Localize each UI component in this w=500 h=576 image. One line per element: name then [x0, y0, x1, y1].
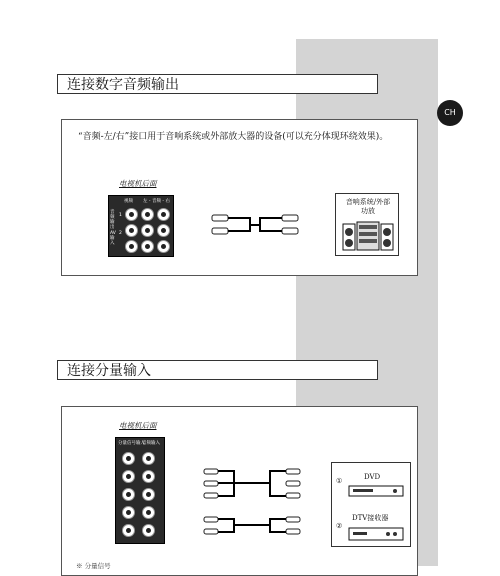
device-label-dvd: DVD: [364, 473, 381, 481]
tv-panel-header-audio: 左 - 音频 - 右: [143, 199, 170, 204]
rca-jack: [122, 506, 135, 519]
tv-panel-row-1: 1: [119, 213, 122, 218]
tv-rear-label: 电视机后面: [119, 179, 157, 188]
rca-jack: [142, 488, 155, 501]
dvd-player-icon: [348, 485, 404, 497]
tv-panel-header-video: 视频: [124, 199, 133, 204]
rca-jack: [142, 506, 155, 519]
rca-jack: [141, 240, 154, 253]
rca-jack: [122, 488, 135, 501]
tv-panel-side-av-in: AV输入: [110, 231, 116, 246]
audio-cable-icon: [202, 515, 302, 537]
rca-jack: [141, 224, 154, 237]
source-devices-box: [331, 462, 411, 547]
dtv-receiver-icon: [348, 527, 404, 541]
component-cable-icon: [202, 467, 302, 507]
device-label-dtv: DTV接收器: [352, 514, 389, 522]
tv-panel-row-2: 2: [119, 231, 122, 236]
rca-cable-icon: [210, 210, 300, 240]
section-title-digital-audio: 连接数字音频输出: [57, 74, 378, 94]
rca-jack: [122, 470, 135, 483]
device-number-1: ①: [336, 477, 343, 485]
chapter-badge: CH: [437, 100, 463, 126]
rca-jack: [142, 524, 155, 537]
rca-jack: [122, 524, 135, 537]
rca-jack: [157, 208, 170, 221]
stereo-system-icon: [342, 220, 394, 252]
tv-component-jack-panel: [115, 437, 165, 544]
rca-jack: [142, 452, 155, 465]
rca-jack: [125, 224, 138, 237]
rca-jack: [141, 208, 154, 221]
rca-jack: [125, 208, 138, 221]
digital-audio-panel: [61, 119, 418, 276]
footnote: ※ 分量信号: [76, 562, 111, 570]
tv-audio-jack-panel: [108, 195, 174, 257]
rca-jack: [157, 240, 170, 253]
rca-jack: [157, 224, 170, 237]
rca-jack: [142, 470, 155, 483]
tv-rear-label-2: 电视机后面: [119, 421, 157, 430]
audio-system-label: 音响系统/外部功放: [345, 198, 391, 215]
section-title-component-input: 连接分量输入: [57, 360, 378, 380]
rca-jack: [125, 240, 138, 253]
device-number-2: ②: [336, 522, 343, 530]
tv-panel-side-audio-out: 音频输出: [110, 210, 115, 230]
tv-panel-header-component: 分量信号输入: [118, 441, 145, 446]
rca-jack: [122, 452, 135, 465]
component-input-panel: [61, 406, 418, 576]
digital-audio-description: “音频-左/右”接口用于音响系统或外部放大器的设备(可以充分体现环绕效果)。: [78, 132, 389, 142]
tv-panel-header-audio-in: 音频输入: [142, 441, 160, 446]
audio-system-box: [335, 193, 399, 256]
